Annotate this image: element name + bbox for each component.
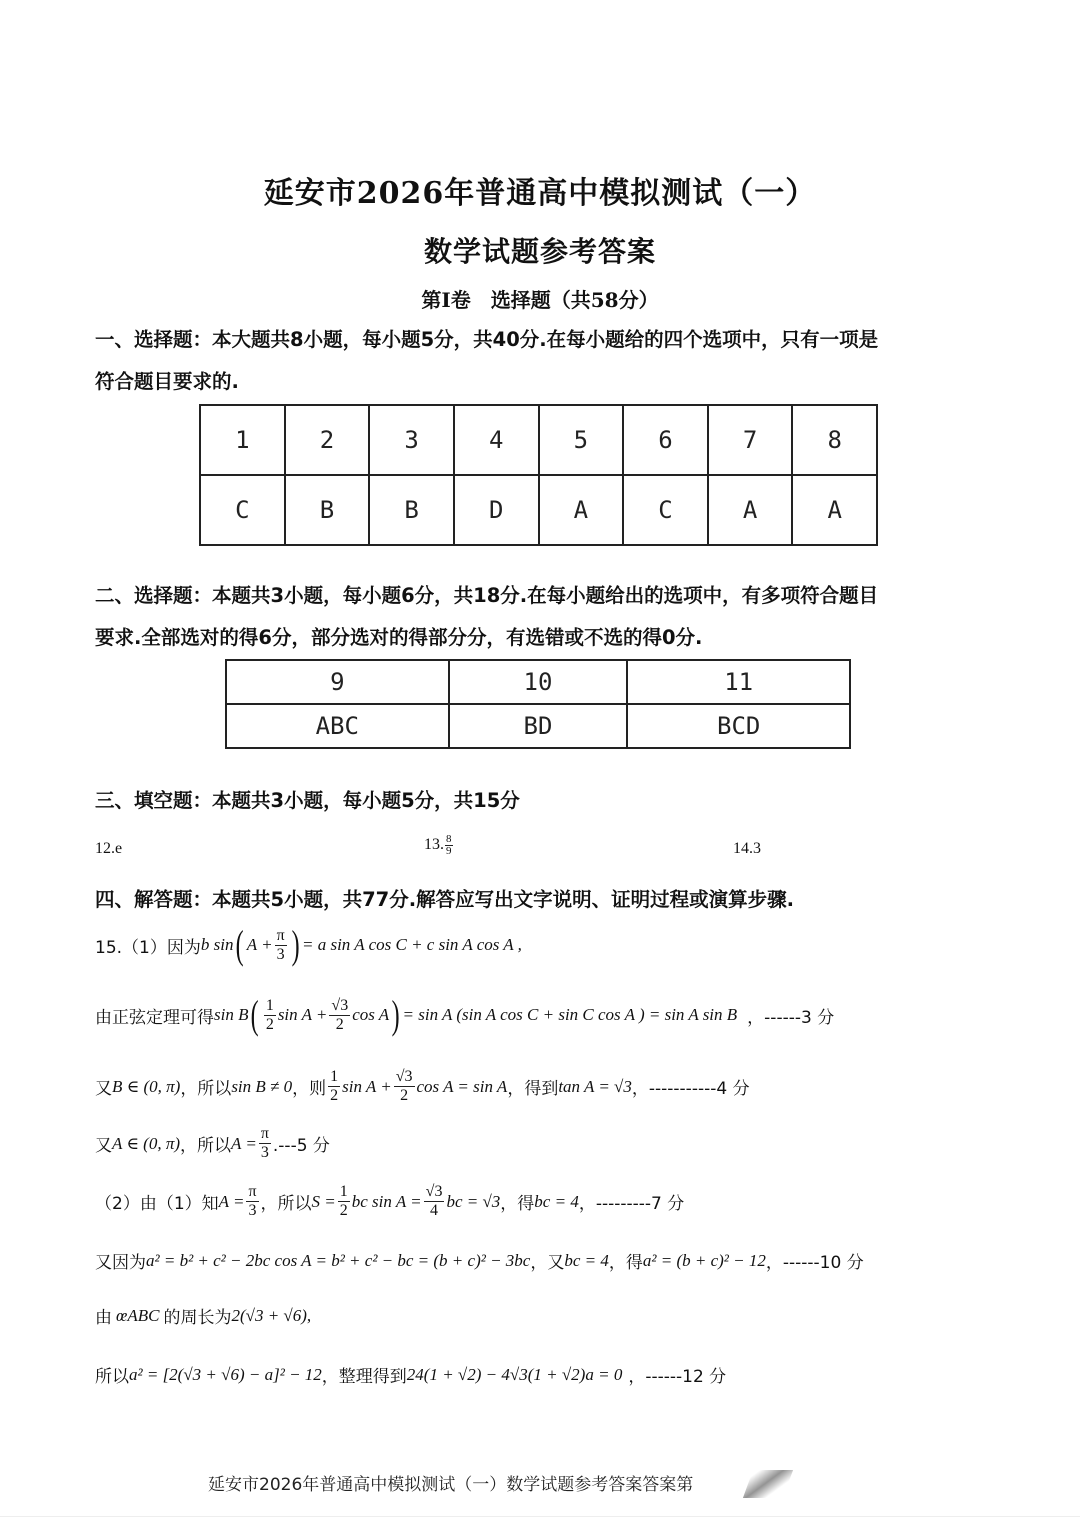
line-text: ，得 [608, 1253, 643, 1273]
fill-answer-13 [424, 834, 453, 857]
math-expr: = sin A (sin A cos C + sin C cos A ) = sin A sin B [402, 1005, 738, 1024]
fraction-denominator: 3 [260, 1144, 269, 1161]
math-expr: b sin [200, 935, 234, 954]
math-expr: cos A = sin A [416, 1076, 508, 1096]
fill-answer-14: 14.3 [733, 840, 761, 857]
section2-heading-line1: 二、选择题：本题共3小题，每小题6分，共18分.在每小题给出的选项中，有多项符合题目 [95, 584, 879, 607]
solution-15-line-8 [95, 1362, 726, 1387]
math-expr: a² = [2(√3 + √6) − a]² − 12 [129, 1364, 322, 1384]
line-text: 由 [95, 1308, 112, 1328]
fraction-denominator: 2 [339, 1202, 348, 1219]
score-marker: .---5 分 [272, 1136, 330, 1156]
math-expr: A + [246, 935, 273, 954]
line-text: , [306, 1305, 312, 1325]
score-marker: ，------10 分 [765, 1253, 864, 1273]
section4-heading: 四、解答题：本题共5小题，共77分.解答应写出文字说明、证明过程或演算步骤. [95, 888, 795, 911]
math-expr: S = [311, 1191, 336, 1211]
solution-15-line-1 [95, 922, 522, 967]
section3-heading: 三、填空题：本题共3小题，每小题5分，共15分 [95, 789, 520, 812]
question-number-cell: 6 [623, 405, 708, 475]
fraction-denominator: 2 [330, 1087, 339, 1104]
document-title: 延安市2026年普通高中模拟测试（一） [263, 176, 817, 211]
math-expr: bc = 4 [534, 1191, 579, 1211]
answer-cell: D [454, 475, 539, 545]
score-marker: ，------3 分 [747, 1007, 835, 1028]
line-text: ，得到 [507, 1079, 559, 1099]
fraction-numerator: √3 [425, 1183, 443, 1200]
math-expr: sin A + [277, 1005, 328, 1024]
line-text: ，得 [500, 1194, 535, 1214]
fraction-pi-over-3 [259, 1125, 271, 1162]
math-expr: bc sin A = [351, 1191, 422, 1211]
section1-heading-line1: 一、选择题：本大题共8小题，每小题5分，共40分.在每小题给的四个选项中，只有一项是 [95, 328, 879, 351]
math-expr: = a sin A cos C + c sin A cos A , [302, 935, 522, 954]
right-paren: ) [291, 922, 300, 967]
fraction [445, 834, 453, 857]
question-number-cell: 8 [792, 405, 877, 475]
math-expr: A ∈ (0, π) [112, 1133, 180, 1153]
math-expr: 2(√3 + √6) [231, 1305, 307, 1325]
fraction-numerator: π [260, 1125, 269, 1142]
question-number-cell: 11 [627, 660, 850, 704]
fraction-denominator: 2 [335, 1015, 344, 1033]
answer-row [226, 704, 850, 748]
page-edge [0, 1516, 1080, 1517]
math-expr: sin B ≠ 0 [231, 1076, 293, 1096]
line-text: 又 [95, 1136, 112, 1156]
answer-cell: A [792, 475, 877, 545]
fraction-one-half [338, 1183, 350, 1220]
math-expr: tan A = √3 [558, 1076, 632, 1096]
question-number-cell: 4 [454, 405, 539, 475]
question-number-cell: 3 [369, 405, 454, 475]
section2-heading-line2: 要求.全部选对的得6分，部分选对的得部分分，有选错或不选的得0分. [95, 626, 703, 649]
left-paren: ( [251, 992, 260, 1037]
line-text: ，所以 [180, 1136, 231, 1156]
answer-cell: B [369, 475, 454, 545]
right-paren: ) [391, 992, 400, 1037]
left-paren: ( [236, 922, 245, 967]
question-number-cell: 9 [226, 660, 449, 704]
question-number-cell: 5 [539, 405, 624, 475]
math-expr: sin A + [342, 1076, 392, 1096]
line-text: ，整理得到 [321, 1367, 407, 1387]
line-text: 由正弦定理可得 [95, 1007, 214, 1028]
solution-15-line-6 [95, 1248, 864, 1273]
fraction-numerator: π [248, 1183, 257, 1200]
fill-answer-12: 12.e [95, 840, 123, 857]
line-text: ，则 [292, 1079, 327, 1099]
page-footer: 延安市2026年普通高中模拟测试（一）数学试题参考答案答案第 [208, 1475, 694, 1495]
answer-cell: BD [449, 704, 628, 748]
line-text: ，所以 [260, 1194, 312, 1214]
fraction-pi-over-3 [275, 927, 287, 964]
fraction-denominator: 3 [248, 1202, 257, 1219]
fraction-one-half [264, 997, 276, 1034]
math-expr: sin B [214, 1005, 249, 1024]
math-expr: bc = √3 [446, 1191, 501, 1211]
question-number-cell: 10 [449, 660, 628, 704]
answer-row [200, 475, 877, 545]
fraction-denominator: 2 [400, 1087, 409, 1104]
line-text: 所以 [95, 1367, 129, 1387]
fraction-root3-over-2 [329, 997, 350, 1034]
section1-heading [95, 319, 995, 403]
answer-cell: ABC [226, 704, 449, 748]
page-curl-shadow [743, 1470, 793, 1498]
part-title: 第Ⅰ卷 选择题（共58分） [421, 288, 659, 312]
math-expr: bc = 4 [564, 1250, 609, 1270]
section1-heading-line2: 符合题目要求的. [95, 370, 239, 393]
math-expr: A = [218, 1191, 245, 1211]
solution-15-line-2 [95, 992, 835, 1037]
fraction-denominator: 2 [265, 1015, 274, 1033]
fraction-denominator: 9 [446, 845, 452, 857]
fill-answer-13-prefix: 13. [424, 836, 444, 854]
line-text: ，所以 [180, 1079, 232, 1099]
fraction-numerator: 1 [265, 996, 274, 1014]
solution-15-line-7 [95, 1303, 311, 1328]
fraction-numerator: √3 [331, 996, 349, 1014]
answer-cell: A [539, 475, 624, 545]
solution-15-line-5 [95, 1183, 684, 1220]
math-expr: cos A [352, 1005, 390, 1024]
answer-cell: C [200, 475, 285, 545]
solution-15-line-4 [95, 1125, 330, 1162]
line-text: ，又 [530, 1253, 565, 1273]
math-expr: 24(1 + √2) − 4√3(1 + √2)a = 0 [406, 1364, 623, 1384]
fraction-root3-over-2 [394, 1068, 415, 1105]
multi-choice-answer-table [225, 659, 851, 749]
question-number-cell: 1 [200, 405, 285, 475]
fraction-denominator: 4 [430, 1202, 439, 1219]
fraction-denominator: 3 [276, 945, 285, 963]
answer-cell: BCD [627, 704, 850, 748]
fraction-numerator: 8 [446, 833, 452, 845]
fraction-root3-over-4 [424, 1183, 445, 1220]
fraction-pi-over-3 [246, 1183, 258, 1220]
section2-heading [95, 575, 995, 659]
math-expr: A = [231, 1133, 257, 1153]
single-choice-answer-table [199, 404, 878, 546]
answer-cell: C [623, 475, 708, 545]
fraction-numerator: √3 [395, 1068, 413, 1085]
question-number-row [200, 405, 877, 475]
fraction-numerator: π [276, 926, 285, 944]
math-expr: B ∈ (0, π) [112, 1076, 181, 1096]
score-marker: ，-----------4 分 [631, 1079, 750, 1099]
solution-15-line-3 [95, 1068, 750, 1105]
line-text: 又因为 [95, 1253, 146, 1273]
answer-cell: B [285, 475, 370, 545]
question-number-cell: 7 [708, 405, 793, 475]
answer-cell: A [708, 475, 793, 545]
score-marker: ，---------7 分 [578, 1194, 685, 1214]
math-expr: a² = (b + c)² − 12 [642, 1250, 766, 1270]
score-marker: ，------12 分 [628, 1367, 727, 1387]
line-text: 15.（1）因为 [95, 937, 201, 958]
line-text: （2）由（1）知 [95, 1194, 219, 1214]
line-text: 的周长为 [163, 1308, 232, 1328]
fraction-one-half [328, 1068, 340, 1105]
fraction-numerator: 1 [330, 1068, 339, 1085]
math-expr: œABC [116, 1305, 160, 1325]
document-subtitle: 数学试题参考答案 [423, 235, 656, 268]
fraction-numerator: 1 [339, 1183, 348, 1200]
line-text: 又 [95, 1079, 112, 1099]
question-number-row [226, 660, 850, 704]
math-expr: a² = b² + c² − 2bc cos A = b² + c² − bc = (b + c)² − 3bc [146, 1250, 531, 1270]
question-number-cell: 2 [285, 405, 370, 475]
